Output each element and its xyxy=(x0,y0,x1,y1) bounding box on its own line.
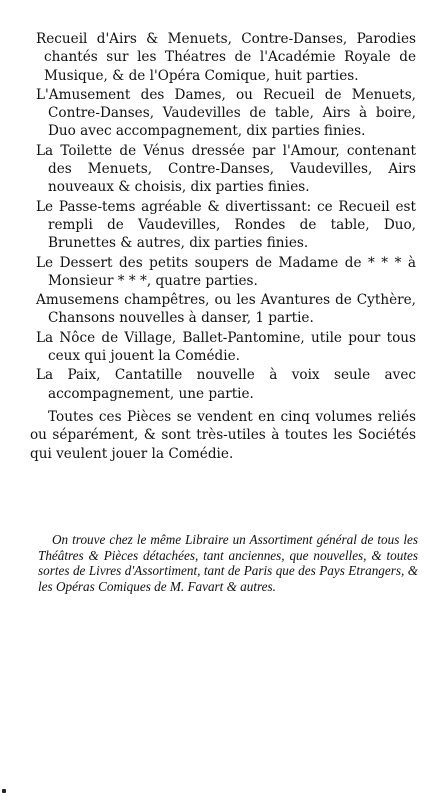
closing-paragraph: Toutes ces Pièces se vendent en cinq volumes reliés ou séparément, & sont très-utiles à toutes les Sociétés qui veulent jouer la Comédie. xyxy=(30,408,416,462)
catalog-entry-la-paix: La Paix, Cantatille nouvelle à voix seule avec accompagnement, une partie. xyxy=(36,367,416,402)
catalog-entry-passe-tems: Le Passe-tems agréable & divertissant: ce Recueil est rempli de Vaudevilles, Rondes de table, Duo, Brunettes & autres, dix parties finies. xyxy=(36,198,416,252)
catalog-entry-amusement-dames: L'Amusement des Dames, ou Recueil de Menuets, Contre-Danses, Vaudevilles de table, Airs à boire, Duo avec accompagnement, dix parties finies. xyxy=(36,86,416,140)
ink-speck xyxy=(2,789,6,793)
catalog-entry-amusemens-champetres: Amusemens champêtres, ou les Avantures de Cythère, Chansons nouvelles à danser, 1 partie. xyxy=(36,292,416,327)
catalog-entry-toilette-venus: La Toilette de Vénus dressée par l'Amour, contenant des Menuets, Contre-Danses, Vaudevilles, Airs nouveaux & choisis, dix parties finies. xyxy=(36,142,416,196)
catalog-entry-dessert: Le Dessert des petits soupers de Madame de * * * à Monsieur * * *, quatre parties. xyxy=(36,254,416,289)
bookseller-notice: On trouve chez le même Libraire un Assortiment général de tous les Théâtres & Pièces détachées, tant anciennes, que nouvelles, & toutes sortes de Livres d'Assortiment, tant de Paris que des Pays Etrangers, & les Opéras Comiques de M. Favart & autres. xyxy=(38,532,418,594)
catalog-list xyxy=(30,30,416,463)
catalog-entry-noce-village: La Nôce de Village, Ballet-Pantomine, utile pour tous ceux qui jouent la Comédie. xyxy=(36,329,416,365)
catalog-entry-recueil-airs: Recueil d'Airs & Menuets, Contre-Danses, Parodies chantés sur les Théatres de l'Académie Royale de Musique, & de l'Opéra Comique, huit parties. xyxy=(36,31,416,84)
